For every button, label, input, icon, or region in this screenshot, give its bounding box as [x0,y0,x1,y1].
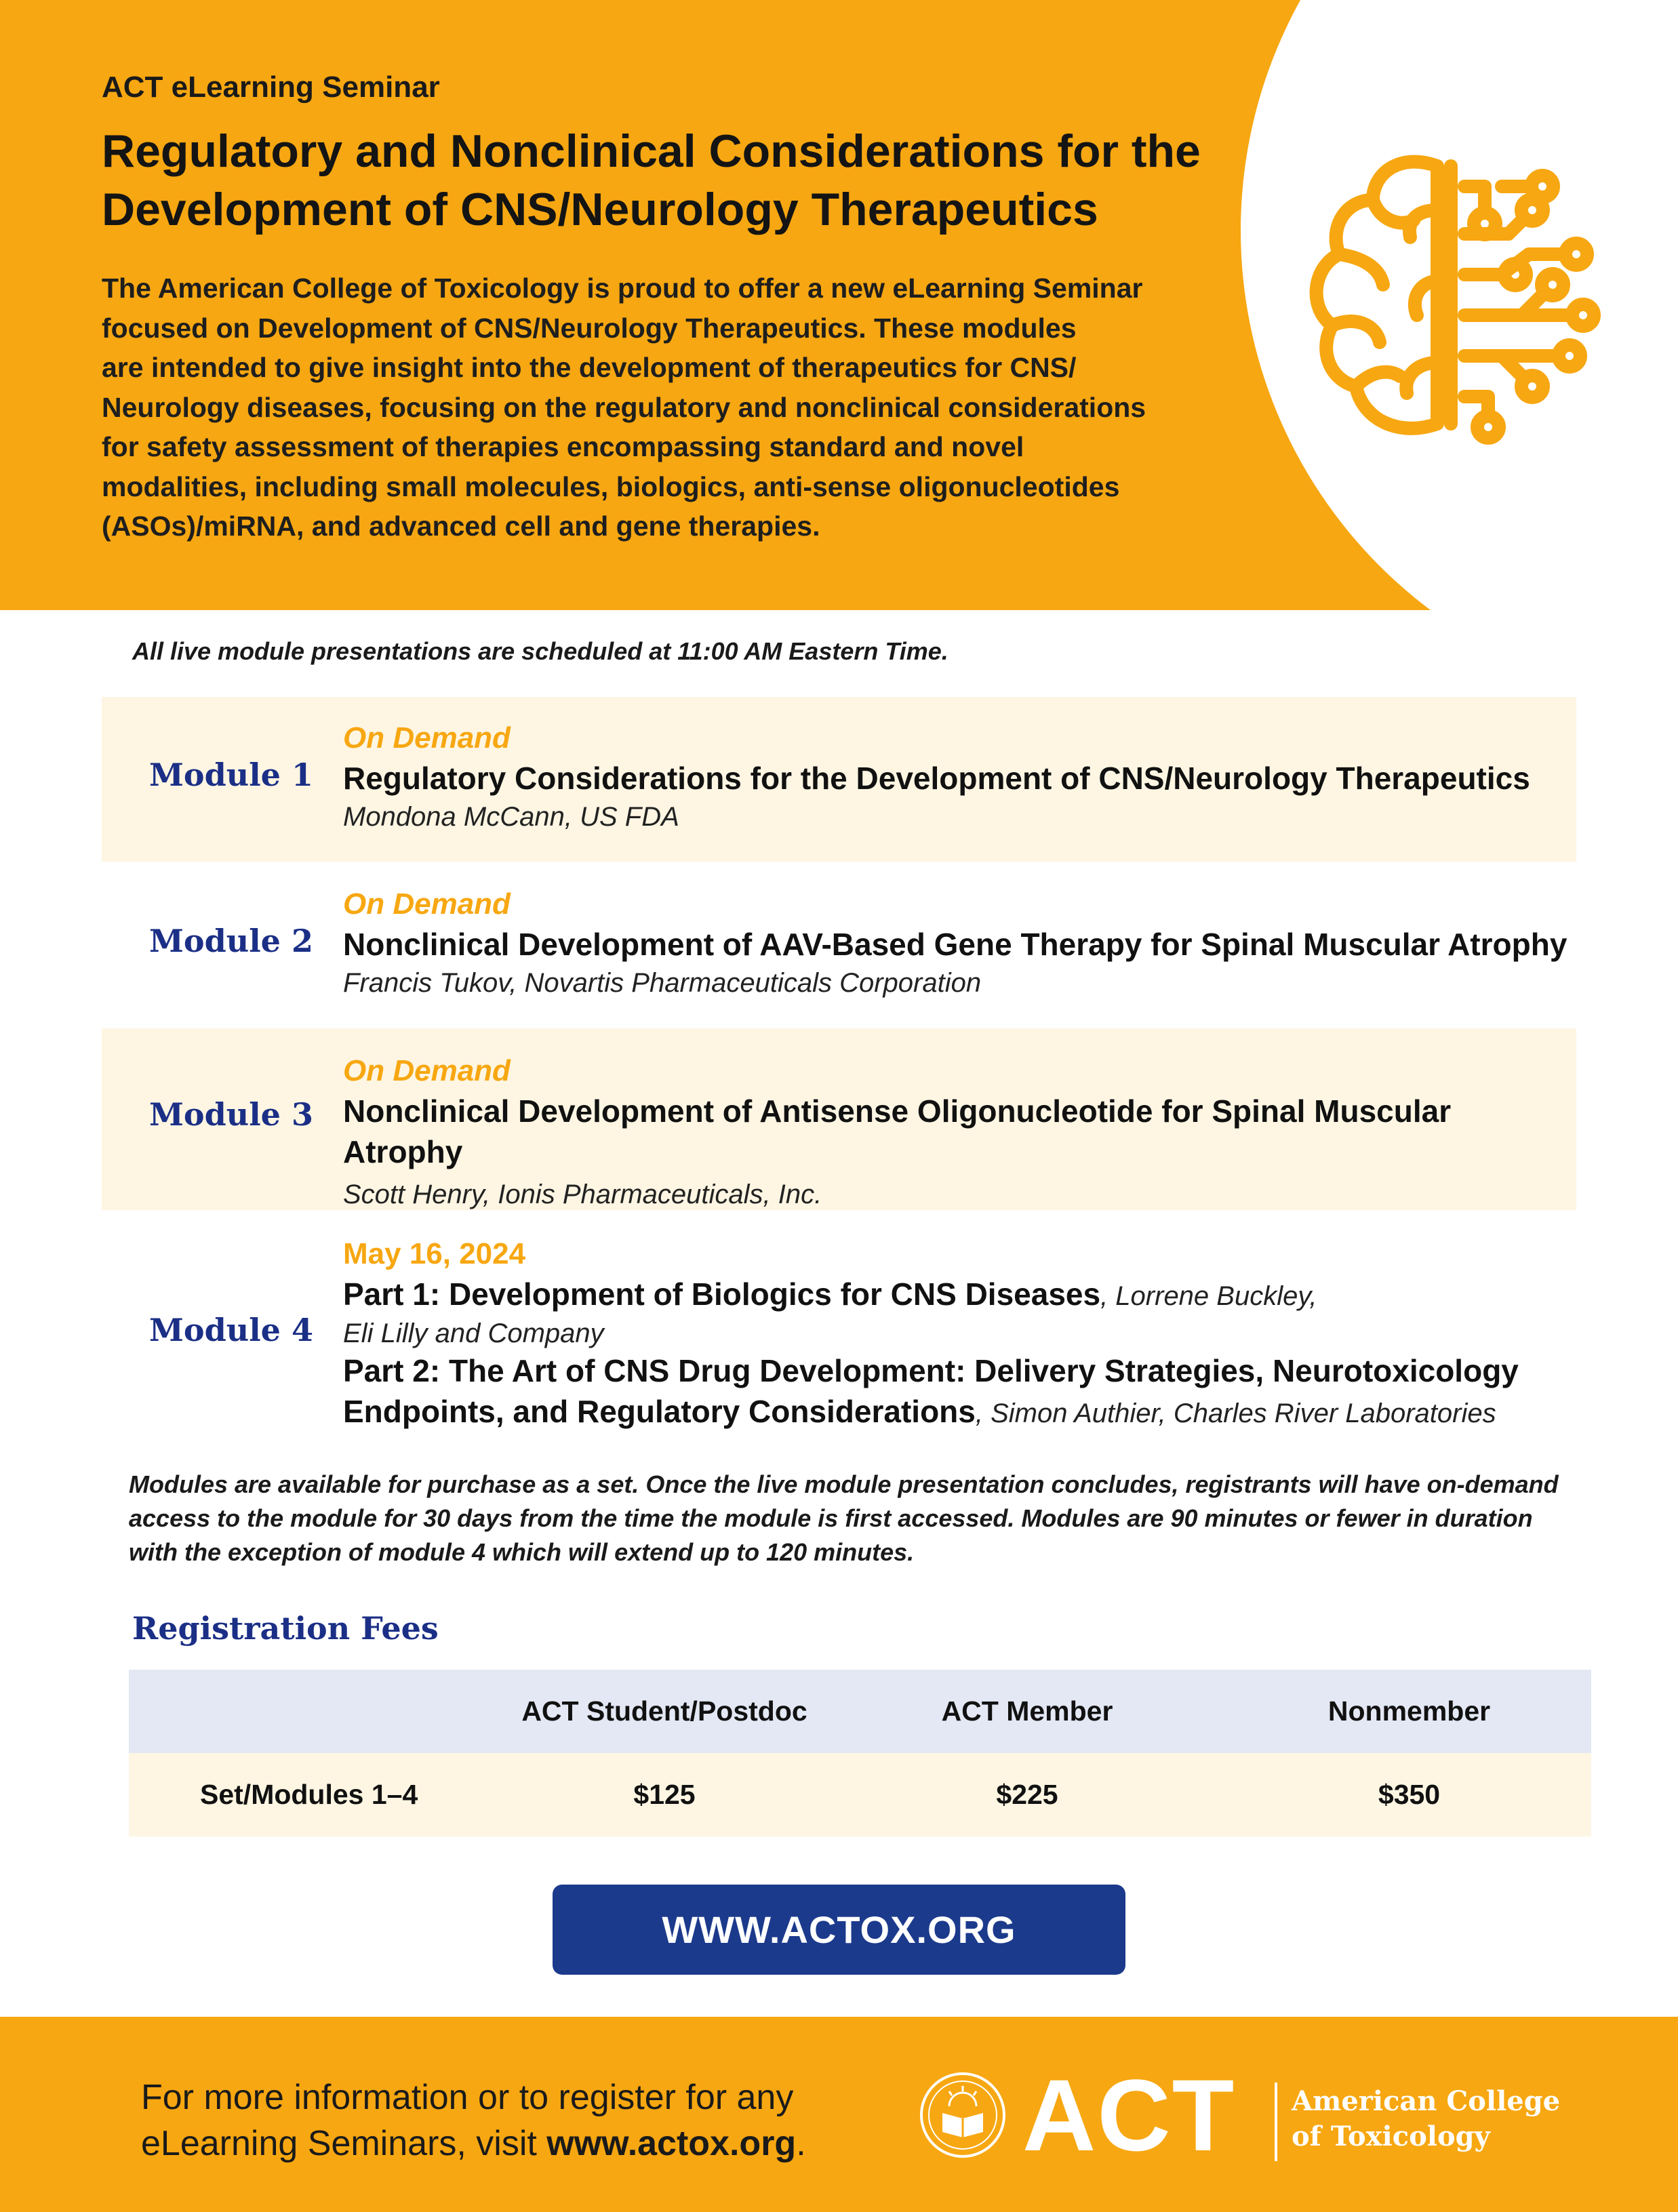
module-row-3 [102,1028,1576,1210]
table-header-row [129,1670,1591,1753]
module-details [343,1234,1570,1434]
footer-line-2-prefix: eLearning Seminars, visit [141,2124,547,2163]
module-title: Nonclinical Development of AAV-Based Gene Therapy for Spinal Muscular Atrophy [343,927,1567,962]
module-speaker: Mondona McCann, US FDA [343,802,679,832]
module-date: On Demand [343,1054,511,1087]
module-details [343,719,1570,835]
module-date: On Demand [343,887,511,921]
table-header-cell: ACT Student/Postdoc [502,1670,827,1753]
intro-line: Neurology diseases, focusing on the regulatory and nonclinical considerations [102,391,1146,423]
intro-line: (ASOs)/miRNA, and advanced cell and gene therapies. [102,510,820,542]
title-line-2: Development of CNS/Neurology Therapeutics [102,184,1098,235]
act-logo-wordmark: ACT [1022,2058,1236,2172]
footer-line-2-suffix: . [796,2124,806,2163]
module-speaker: Scott Henry, Ionis Pharmaceuticals, Inc. [343,1180,822,1209]
intro-paragraph [102,268,1220,546]
module-label: Module 1 [149,757,313,793]
purchase-note-line: access to the module for 30 days from the time the module is first accessed. Modules are 90 minutes or fewer in duration [129,1504,1533,1532]
purchase-note-line: Modules are available for purchase as a set. Once the live module presentation concludes, registrants will have on-demand [129,1470,1559,1498]
module-label: Module 4 [149,1312,313,1348]
footer-info [141,2074,806,2167]
module-details [343,1051,1570,1213]
table-cell: Set/Modules 1–4 [129,1753,502,1836]
intro-line: modalities, including small molecules, biologics, anti-sense oligonucleotides [102,470,1120,502]
module-row-4 [102,1210,1576,1441]
schedule-note: All live module presentations are scheduled at 11:00 AM Eastern Time. [132,637,948,665]
org-name-line-1: American College [1292,2085,1561,2117]
footer-website-link[interactable]: www.actox.org [546,2124,797,2163]
intro-line: for safety assessment of therapies encompassing standard and novel [102,431,1024,462]
part2-title-line1: Part 2: The Art of CNS Drug Development: Delivery Strategies, Neurotoxicology [343,1353,1519,1388]
intro-line: are intended to give insight into the development of therapeutics for CNS/ [102,352,1077,383]
part2-title-line2: Endpoints, and Regulatory Considerations [343,1394,976,1429]
org-name [1292,2084,1560,2154]
module-part2 [343,1350,1570,1434]
module-part1 [343,1274,1570,1316]
title-line-1: Regulatory and Nonclinical Considerations for the [102,125,1201,177]
part1-title: Part 1: Development of Biologics for CNS Diseases [343,1276,1101,1312]
table-cell: $125 [502,1753,827,1836]
seminar-label: ACT eLearning Seminar [102,71,440,104]
registration-fees-heading: Registration Fees [132,1610,439,1647]
page-title [102,122,1254,239]
module-label: Module 3 [149,1096,313,1133]
part1-speaker: , Lorrene Buckley, [1100,1281,1317,1311]
module-title: Regulatory Considerations for the Development of CNS/Neurology Therapeutics [343,761,1530,796]
brain-circuit-icon [1298,146,1610,458]
module-row-2 [102,862,1576,1028]
table-header-cell [129,1670,502,1753]
module-date: On Demand [343,721,511,755]
part2-speaker: , Simon Authier, Charles River Laboratories [975,1399,1496,1428]
module-label: Module 2 [149,923,313,959]
part1-speaker-org: Eli Lilly and Company [343,1319,604,1348]
purchase-note [129,1468,1586,1569]
module-title: Nonclinical Development of Antisense Oligonucleotide for Spinal Muscular Atrophy [343,1093,1452,1169]
table-cell: $225 [827,1753,1227,1836]
intro-line: focused on Development of CNS/Neurology Therapeutics. These modules [102,312,1077,344]
fees-table [129,1670,1591,1836]
module-speaker: Francis Tukov, Novartis Pharmaceuticals Corporation [343,968,982,998]
module-date: May 16, 2024 [343,1237,526,1270]
table-row [129,1753,1591,1836]
act-seal-icon [919,2071,1007,2159]
purchase-note-line: with the exception of module 4 which will extend up to 120 minutes. [129,1538,915,1566]
module-details [343,885,1570,1001]
table-cell: $350 [1227,1753,1591,1836]
org-name-line-2: of Toxicology [1292,2120,1490,2152]
table-header-cell: Nonmember [1227,1670,1591,1753]
module-row-1 [102,697,1576,862]
website-button[interactable]: WWW.ACTOX.ORG [553,1885,1125,1975]
footer-line-1: For more information or to register for any [141,2078,794,2117]
logo-divider [1275,2083,1277,2161]
table-header-cell: ACT Member [827,1670,1227,1753]
intro-line: The American College of Toxicology is proud to offer a new eLearning Seminar [102,273,1143,304]
